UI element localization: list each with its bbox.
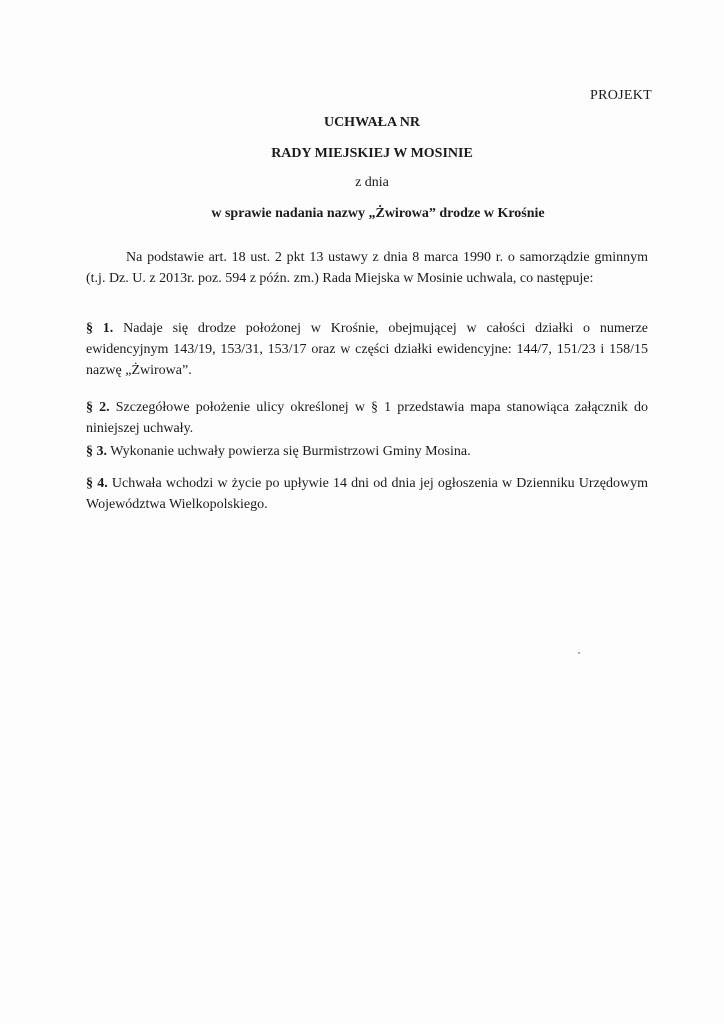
section-3-mark: § 3. bbox=[86, 444, 107, 459]
section-4-text: Uchwała wchodzi w życie po upływie 14 dni od dnia jej ogłoszenia w Dzienniku Urzędowym Województwa Wielkopolskiego. bbox=[86, 476, 649, 512]
section-1 bbox=[86, 318, 648, 381]
section-4 bbox=[86, 473, 648, 515]
resolution-subject-heading: w sprawie nadania nazwy „Żwirowa” drodze w Krośnie bbox=[211, 206, 545, 221]
scan-speck bbox=[578, 652, 580, 654]
council-name-heading: RADY MIEJSKIEJ W MOSINIE bbox=[271, 146, 473, 161]
resolution-date-heading: z dnia bbox=[355, 175, 389, 190]
legal-basis-paragraph: Na podstawie art. 18 ust. 2 pkt 13 ustawy z dnia 8 marca 1990 r. o samorządzie gminnym (t.j. Dz. U. z 2013r. poz. 594 z późn. zm.) Rada Miejska w Mosinie uchwala, co następuje: bbox=[86, 250, 648, 286]
section-3-text: Wykonanie uchwały powierza się Burmistrzowi Gminy Mosina. bbox=[110, 444, 471, 459]
section-3 bbox=[86, 441, 648, 462]
section-2-mark: § 2. bbox=[86, 400, 110, 415]
section-1-text: Nadaje się drodze położonej w Krośnie, obejmującej w całości działki o numerze ewidencyjnym 143/19, 153/31, 153/17 oraz w części działki ewidencyjne: 144/7, 151/23 i 158/15 nazwę „Żwirowa”. bbox=[86, 321, 649, 378]
draft-label: PROJEKT bbox=[590, 88, 652, 103]
section-2-text: Szczegółowe położenie ulicy określonej w § 1 przedstawia mapa stanowiąca załącznik do niniejszej uchwały. bbox=[86, 400, 648, 436]
resolution-number-heading: UCHWAŁA NR bbox=[323, 115, 421, 130]
section-1-mark: § 1. bbox=[86, 321, 114, 336]
section-4-mark: § 4. bbox=[86, 476, 108, 491]
section-2 bbox=[86, 397, 648, 439]
